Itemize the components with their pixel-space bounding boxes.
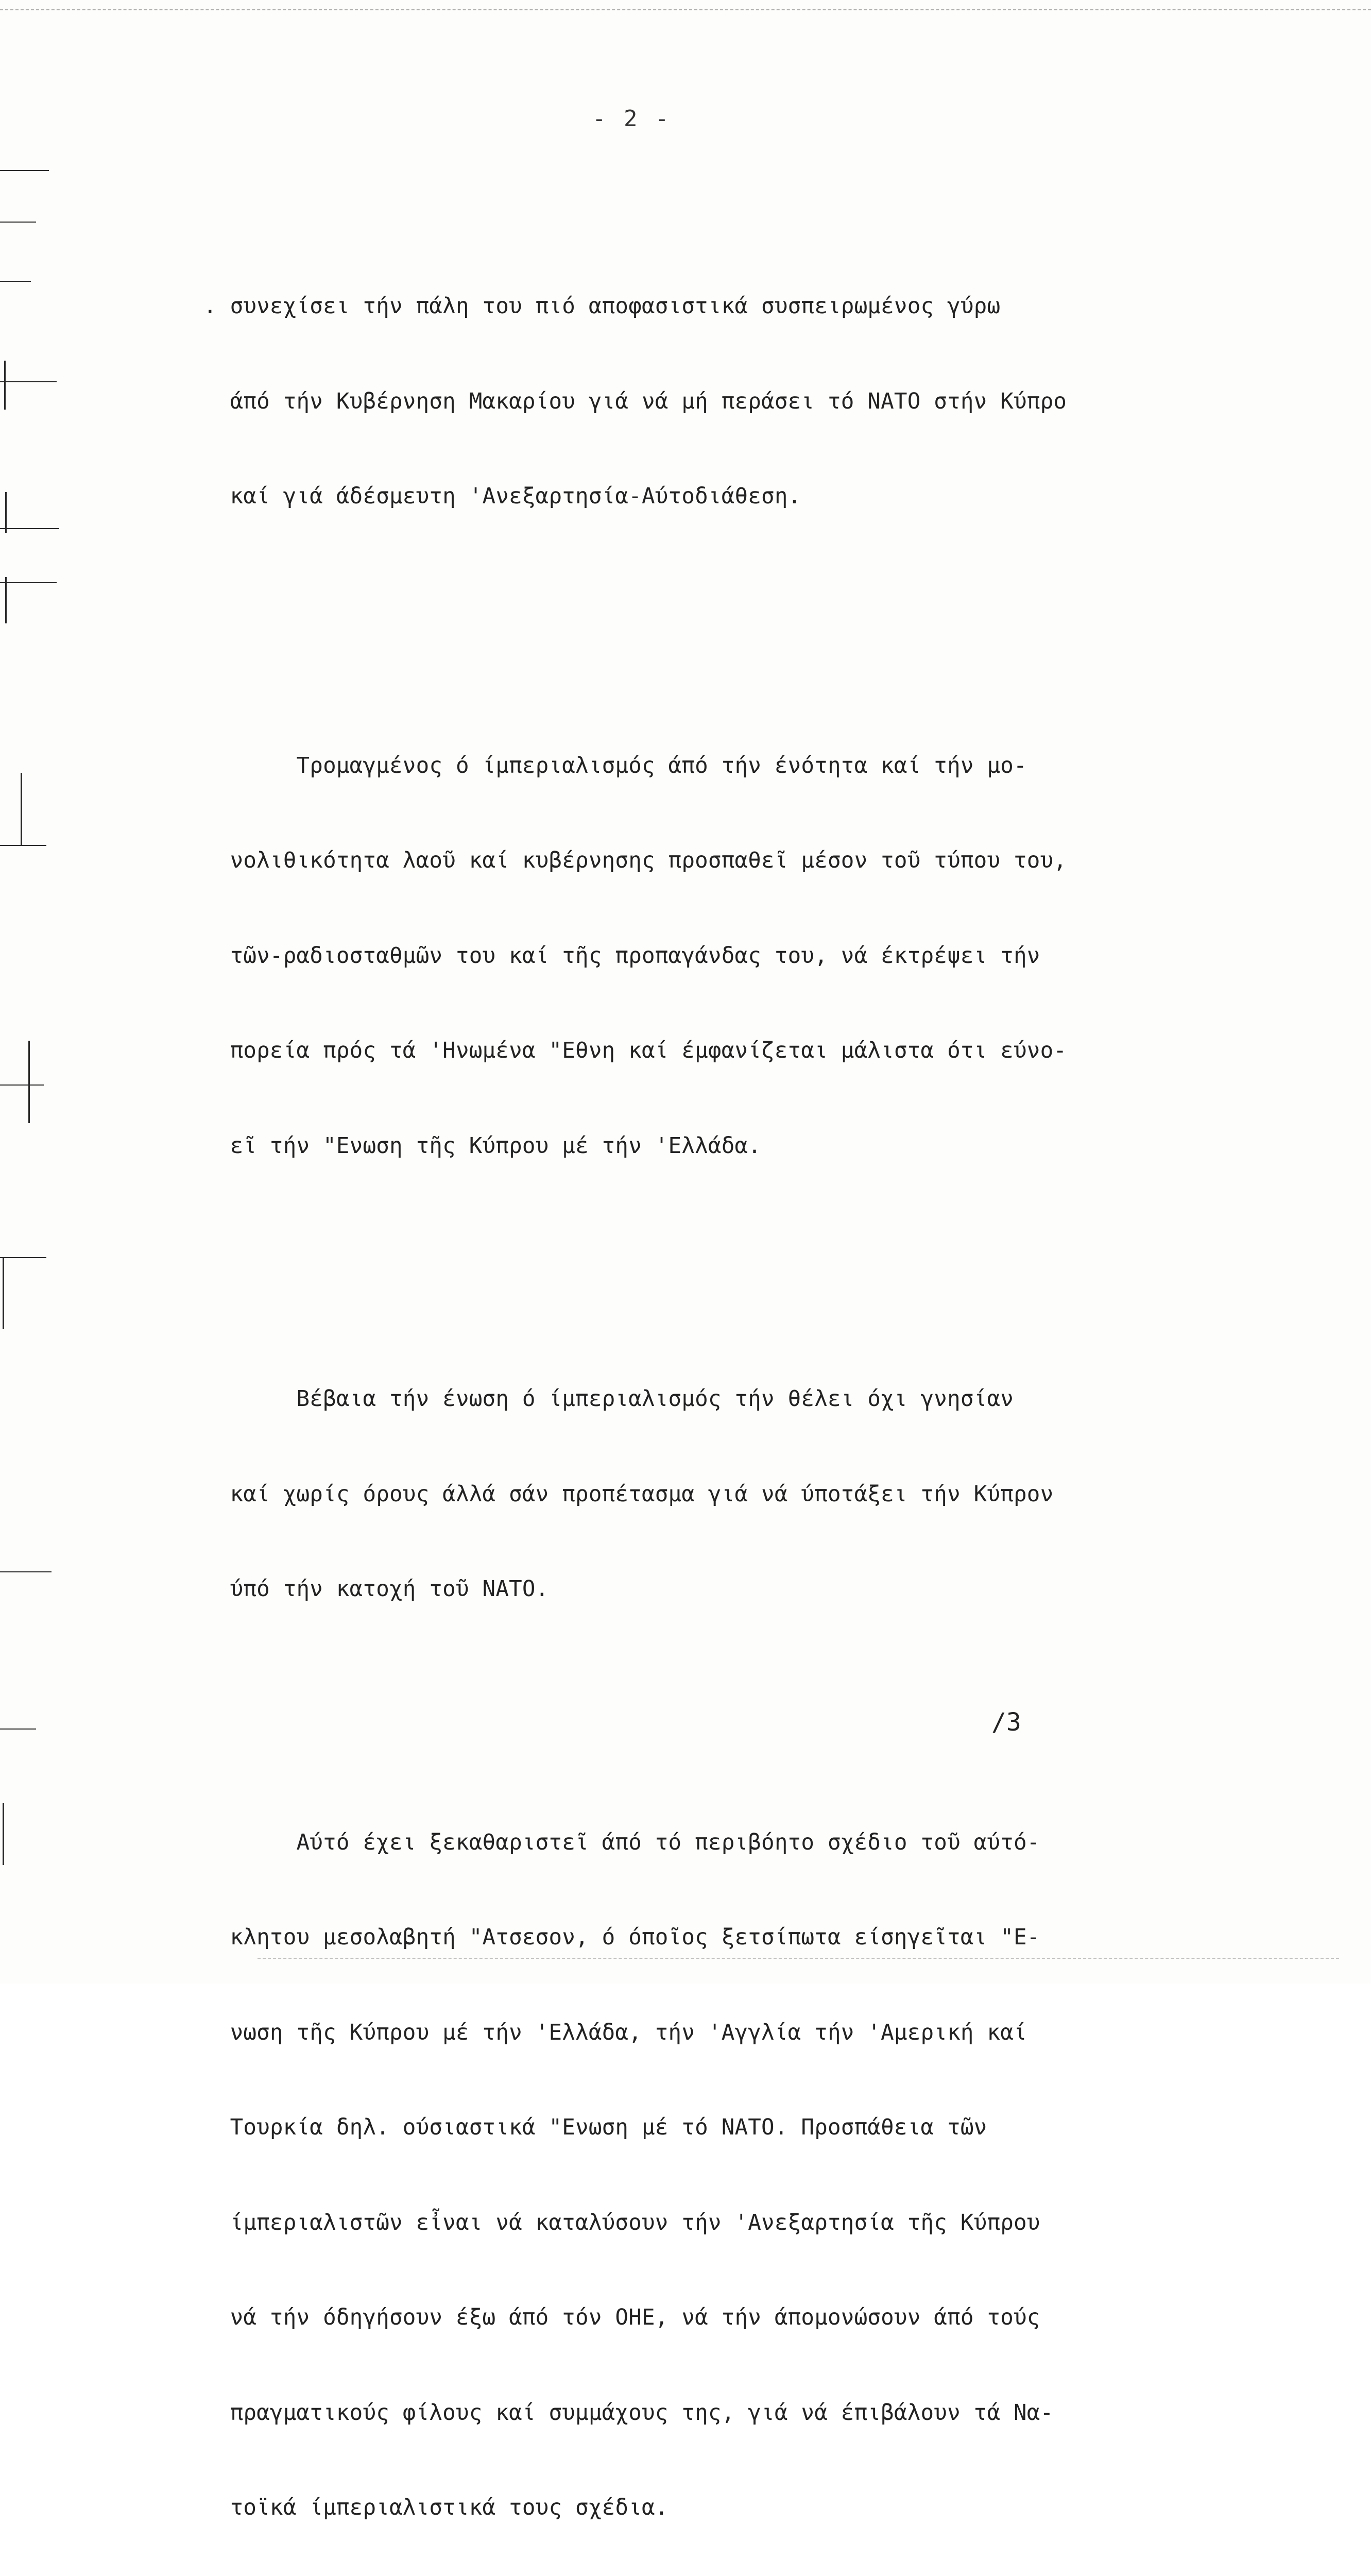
margin-mark — [0, 528, 59, 529]
paragraph — [203, 1764, 1192, 2576]
paragraph — [203, 687, 1192, 1226]
text-line: ύπό τήν κατοχή τοῦ ΝΑΤΟ. — [203, 1573, 1192, 1605]
text-line: νά τήν όδηγήσουν έξω άπό τόν ΟΗΕ, νά τήν άπομονώσουν άπό τούς — [203, 2302, 1192, 2334]
margin-mark — [0, 845, 46, 846]
scan-edge-bottom — [258, 1958, 1339, 1959]
text-line: καί γιά άδέσμευτη 'Ανεξαρτησία-Αύτοδιάθεση. — [203, 481, 1192, 513]
margin-mark — [5, 492, 7, 533]
margin-mark — [3, 1803, 4, 1865]
margin-mark — [0, 1728, 36, 1730]
document-body — [203, 164, 1192, 2576]
text-line: . συνεχίσει τήν πάλη του πιό αποφασιστικά συσπειρωμένος γύρω — [203, 291, 1192, 323]
text-line: νολιθικότητα λαοῦ καί κυβέρνησης προσπαθεῖ μέσον τοῦ τύπου του, — [203, 845, 1192, 877]
margin-mark — [3, 1257, 4, 1329]
margin-mark — [0, 281, 31, 282]
text-line: Τρομαγμένος ό ίμπεριαλισμός άπό τήν ένότητα καί τήν μο- — [203, 750, 1192, 782]
margin-mark — [0, 582, 57, 583]
text-line: Τουρκία δηλ. ούσιαστικά "Ενωση μέ τό ΝΑΤΟ. Προσπάθεια τῶν — [203, 2112, 1192, 2144]
margin-mark — [5, 577, 7, 623]
margin-mark — [0, 1257, 46, 1258]
margin-mark — [21, 773, 22, 845]
margin-mark — [0, 222, 36, 223]
margin-mark — [0, 381, 57, 382]
text-line: Βέβαια τήν ένωση ό ίμπεριαλισμός τήν θέλει όχι γνησίαν — [203, 1383, 1192, 1415]
text-line: τῶν-ραδιοσταθμῶν του καί τῆς προπαγάνδας του, νά έκτρέψει τήν — [203, 940, 1192, 972]
scan-edge-top — [0, 9, 1371, 10]
text-line: άπό τήν Κυβέρνηση Μακαρίου γιά νά μή περάσει τό ΝΑΤΟ στήν Κύπρο — [203, 386, 1192, 418]
text-line: ίμπεριαλιστῶν εἶναι νά καταλύσουν τήν 'Ανεξαρτησία τῆς Κύπρου — [203, 2207, 1192, 2239]
margin-mark — [0, 1084, 44, 1086]
text-line: εῖ τήν "Ενωση τῆς Κύπρου μέ τήν 'Ελλάδα. — [203, 1130, 1192, 1162]
margin-mark — [4, 361, 6, 410]
text-line: καί χωρίς όρους άλλά σάν προπέτασμα γιά νά ύποτάξει τήν Κύπρον — [203, 1479, 1192, 1511]
margin-mark — [28, 1041, 30, 1123]
paragraph — [203, 1320, 1192, 1669]
page-number: - 2 - — [592, 106, 747, 132]
text-line: νωση τῆς Κύπρου μέ τήν 'Ελλάδα, τήν 'Αγγλία τήν 'Αμερική καί — [203, 2017, 1192, 2049]
continuation-mark: /3 — [991, 1708, 1021, 1737]
margin-mark — [0, 170, 49, 171]
margin-mark — [0, 1571, 52, 1572]
paragraph — [203, 227, 1192, 576]
text-line: κλητου μεσολαβητή "Ατσεσον, ό όποῖος ξετσίπωτα είσηγεῖται "Ε- — [203, 1922, 1192, 1954]
text-line: πορεία πρός τά 'Ηνωμένα "Εθνη καί έμφανίζεται μάλιστα ότι εύνο- — [203, 1035, 1192, 1067]
text-line: πραγματικούς φίλους καί συμμάχους της, γιά νά έπιβάλουν τά Να- — [203, 2397, 1192, 2429]
text-line: Αύτό έχει ξεκαθαριστεῖ άπό τό περιβόητο σχέδιο τοῦ αύτό- — [203, 1827, 1192, 1859]
text-line: τοϊκά ίμπεριαλιστικά τους σχέδια. — [203, 2492, 1192, 2524]
